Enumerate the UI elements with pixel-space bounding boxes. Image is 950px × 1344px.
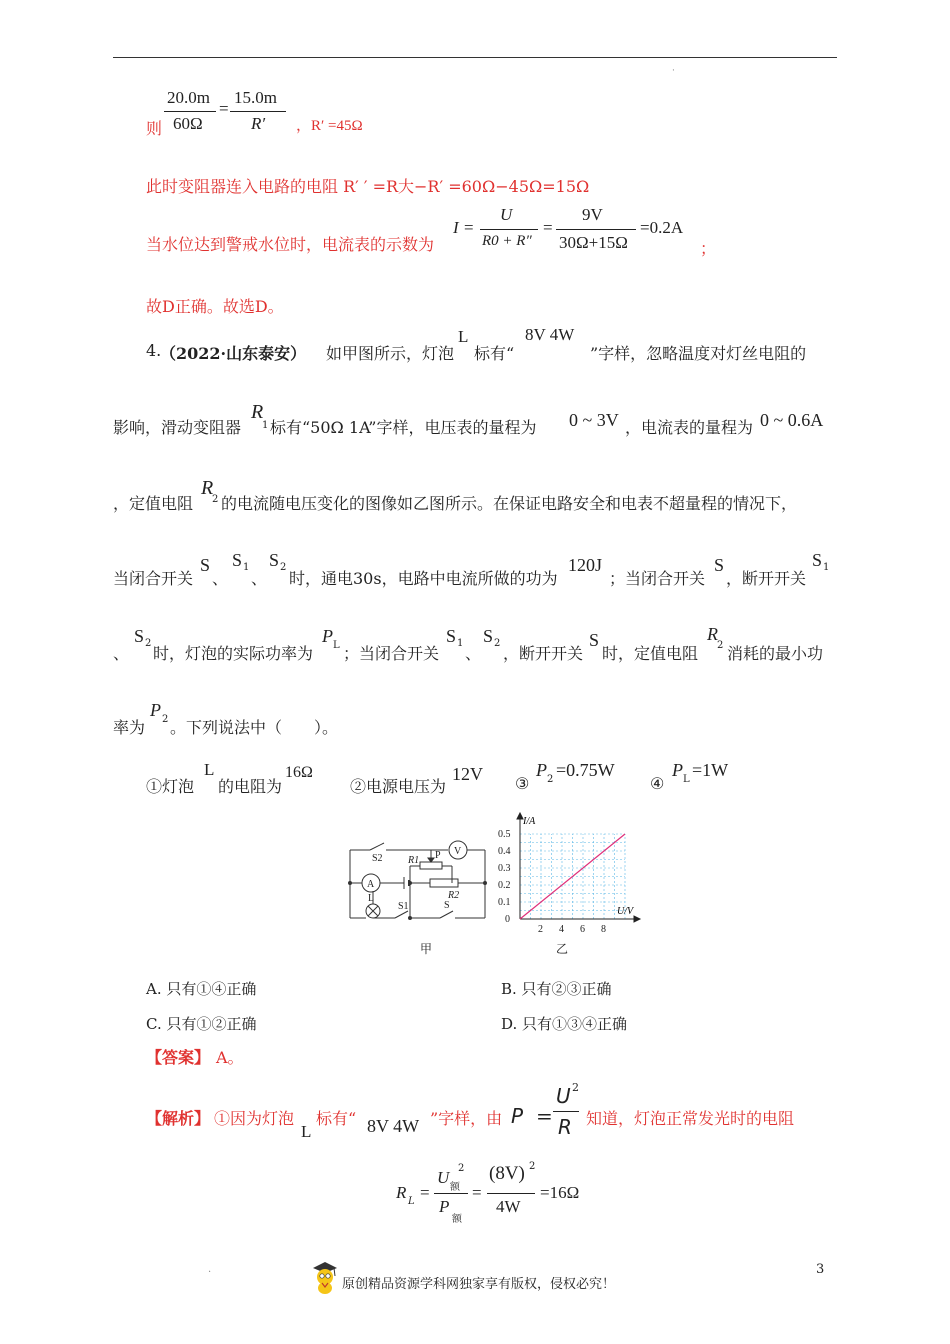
analysis-num-U: U (556, 1084, 571, 1108)
copyright-notice: 原创精品资源学科网独家享有版权，侵权必究！ (342, 1277, 616, 1292)
rl-eq-2: = (472, 1183, 482, 1202)
analysis-rating: 8V 4W (367, 1116, 420, 1136)
q-S2: S (269, 550, 280, 570)
q-R1-sub: 1 (262, 420, 269, 431)
stmt3-P: P (536, 760, 547, 780)
x-tick-label: 8 (601, 924, 606, 935)
q-S2-c-sub: 2 (494, 638, 501, 649)
q-S1-b: S (812, 550, 823, 570)
x-tick-label: 2 (538, 924, 543, 935)
q-line1-b: 标有“ (474, 344, 515, 363)
frac2-denominator: R′ (251, 114, 266, 133)
q-line4-c: ；当闭合开关 (609, 569, 706, 588)
q-S2-b-sub: 2 (145, 638, 152, 649)
equals-sign: = (219, 99, 229, 118)
option-b[interactable]: B. 只有②③正确 (501, 980, 612, 998)
current-result: =0.2A (640, 218, 684, 237)
circuit-label-S1: S1 (398, 901, 409, 912)
q-S: S (200, 555, 211, 575)
q-line2-b: 标有“50Ω 1A”字样，电压表的量程为 (270, 418, 537, 437)
rl-sub: L (408, 1196, 415, 1207)
graph-caption: 乙 (556, 942, 569, 956)
answer-tag: 【答案】 (146, 1048, 211, 1067)
option-a[interactable]: A. 只有①④正确 (146, 980, 257, 998)
q-R1: R (251, 401, 264, 423)
stmt1-L: L (204, 760, 215, 779)
frac-9v-bar (556, 229, 636, 230)
q-line5-b: 时，灯泡的实际功率为 (153, 644, 314, 663)
analysis-den-R: R (558, 1115, 572, 1139)
analysis-t2: 标有“ (316, 1109, 357, 1128)
frac-u-bar (480, 229, 538, 230)
rl-f1-num: U (437, 1168, 450, 1187)
stmt2-a: ②电源电压为 (350, 777, 447, 796)
q-line5-e: 时，定值电阻 (602, 644, 699, 663)
rl-result: =16Ω (540, 1183, 580, 1202)
circuit-label-V: V (454, 846, 462, 857)
circuit-label-S2: S2 (372, 853, 383, 864)
stmt1-value: 16Ω (285, 764, 313, 781)
q-line5-d: ，断开开关 (503, 644, 584, 663)
q-S1-b-sub: 1 (823, 562, 830, 573)
rl-f2-bar (487, 1193, 535, 1194)
q-sep-2: 、 (251, 569, 268, 588)
q-sep-1: 、 (212, 569, 229, 588)
q-line4-a: 当闭合开关 (113, 569, 194, 588)
q-work-value: 120J (568, 555, 603, 575)
q-line1-c: ”字样，忽略温度对灯丝电阻的 (590, 344, 807, 363)
rl-f2-num-sup: 2 (529, 1161, 536, 1172)
frac2-bar (230, 111, 286, 112)
x-tick-label: 4 (559, 924, 564, 935)
q-line3-a: ，定值电阻 (113, 494, 194, 513)
y-tick-label: 0.5 (498, 829, 511, 840)
q-R2-b-sub: 2 (717, 640, 724, 651)
option-d[interactable]: D. 只有①③④正确 (501, 1015, 628, 1033)
y-tick-label: 0.2 (498, 880, 511, 891)
rl-f1-den-sub: 额 (452, 1214, 462, 1225)
ir-graph (495, 812, 645, 937)
circuit-diagram (340, 815, 495, 930)
header-rule (113, 57, 837, 58)
q-R2-sub: 2 (212, 494, 219, 505)
q-S1: S (232, 550, 243, 570)
stmt4-P: P (672, 760, 683, 780)
q-ammeter-range: 0 ~ 0.6A (760, 410, 824, 430)
analysis-eq: = (536, 1104, 553, 1128)
q-voltmeter-range: 0 ~ 3V (569, 410, 619, 430)
stmt3-value: =0.75W (556, 760, 615, 780)
conclusion-d: 故D正确。故选D。 (146, 297, 284, 316)
q-line2-a: 影响，滑动变阻器 (113, 418, 242, 437)
q-S2-b: S (134, 626, 145, 646)
water-level-text: 当水位达到警戒水位时，电流表的示数为 (146, 235, 435, 254)
q-lamp-rating: 8V 4W (525, 325, 575, 344)
analysis-frac-bar (553, 1111, 579, 1112)
y-tick-label: 0.4 (498, 846, 511, 857)
frac-u-numerator: U (500, 205, 513, 224)
graph-ylabel: I/A (523, 816, 536, 827)
rl-f1-den: P (439, 1197, 450, 1216)
equals-sign-2: = (543, 218, 553, 237)
stmt3-sub: 2 (547, 774, 554, 785)
r-prime-result: ，R′ =45Ω (296, 118, 363, 134)
circuit-label-S: S (444, 900, 450, 911)
q-S2-c: S (483, 626, 494, 646)
q-line5-c: ；当闭合开关 (343, 644, 440, 663)
q-S-b: S (714, 555, 725, 575)
q-line2-c: ，电流表的量程为 (625, 418, 754, 437)
frac-9v-numerator: 9V (582, 205, 603, 224)
circuit-label-A: A (367, 879, 375, 890)
q-line3-b: 的电流随电压变化的图像如乙图所示。在保证电路安全和电表不超量程的情况下， (221, 494, 798, 513)
analysis-t1: ①因为灯泡 (214, 1109, 295, 1128)
analysis-num-sup: 2 (572, 1081, 579, 1094)
frac1-denominator: 60Ω (173, 114, 203, 133)
circuit-label-L: L (368, 893, 375, 904)
q-PL-sub: L (333, 640, 340, 651)
frac1-bar (164, 111, 216, 112)
rl-f1-num-sup: 2 (458, 1163, 465, 1174)
mascot-icon (310, 1259, 340, 1295)
q-line4-d: ，断开开关 (726, 569, 807, 588)
circuit-label-R2: R2 (448, 890, 460, 901)
rl-eq-1: = (420, 1183, 430, 1202)
page-number: 3 (816, 1262, 825, 1277)
stmt4-sub: L (683, 774, 690, 785)
q-R2-b: R (707, 624, 718, 644)
q-line5-a: 、 (113, 644, 130, 663)
semicolon: ； (700, 239, 717, 258)
y-tick-label: 0 (505, 914, 510, 925)
analysis-t4: 知道，灯泡正常发光时的电阻 (586, 1109, 795, 1128)
rl-f2-num: (8V) (489, 1163, 525, 1184)
option-c[interactable]: C. 只有①②正确 (146, 1015, 257, 1033)
y-tick-label: 0.3 (498, 863, 511, 874)
circuit-label-P: P (435, 850, 441, 861)
q-S1-c: S (446, 626, 457, 646)
q-sep-3: 、 (465, 644, 482, 663)
circuit-caption: 甲 (420, 942, 433, 956)
analysis-L: L (301, 1122, 312, 1141)
frac-9v-denominator: 30Ω+15Ω (559, 233, 628, 252)
ze-label: 则 (146, 119, 163, 138)
rheostat-resistance-line: 此时变阻器连入电路的电阻 R′ ′ =R大−R′ =60Ω−45Ω=15Ω (146, 177, 590, 196)
analysis-t3: ”字样，由 (430, 1109, 503, 1128)
frac1-numerator: 20.0m (167, 88, 210, 107)
header-dot: · (672, 66, 675, 76)
frac-u-denominator: R0 + R″ (482, 233, 532, 249)
q-line6-a: 率为 (113, 718, 146, 737)
q-S1-c-sub: 1 (457, 638, 464, 649)
analysis-tag: 【解析】 (146, 1109, 211, 1128)
circuit-label-R1: R1 (408, 855, 420, 866)
q-S1-sub: 1 (243, 562, 250, 573)
stmt3-a: ③ (515, 774, 530, 793)
rl-f2-den: 4W (496, 1197, 521, 1216)
analysis-P: P (511, 1104, 524, 1128)
answer-value: A。 (216, 1048, 244, 1067)
question-number: 4. (146, 341, 162, 360)
q-line1-a: 如甲图所示，灯泡 (326, 344, 455, 363)
stmt1-b: 的电阻为 (218, 777, 283, 796)
q-S-c: S (589, 630, 600, 650)
frac2-numerator: 15.0m (234, 88, 277, 107)
x-tick-label: 6 (580, 924, 585, 935)
q-S2-sub: 2 (280, 562, 287, 573)
current-lhs: I = (453, 218, 475, 237)
q-P2-sub: 2 (162, 714, 169, 725)
question-source: （2022·山东泰安） (160, 344, 307, 363)
rl-symbol: R (396, 1183, 407, 1202)
stmt1-a: ①灯泡 (146, 777, 195, 796)
rl-f1-num-sub: 额 (450, 1182, 460, 1193)
q-line6-b: 。下列说法中（ ）。 (170, 718, 339, 737)
footer-dot: . (208, 1264, 212, 1275)
q-lamp-L: L (458, 327, 469, 346)
q-line4-b: 时，通电30s，电路中电流所做的功为 (289, 569, 558, 588)
q-line5-f: 消耗的最小功 (727, 644, 824, 663)
q-R2: R (201, 477, 214, 499)
q-P2: P (150, 700, 161, 720)
stmt2-value: 12V (452, 764, 483, 784)
y-tick-label: 0.1 (498, 897, 511, 908)
graph-xlabel: U/V (617, 906, 634, 917)
q-PL: P (322, 626, 333, 646)
stmt4-value: =1W (692, 760, 729, 780)
stmt4-a: ④ (650, 774, 665, 793)
rl-f1-bar (434, 1193, 468, 1194)
